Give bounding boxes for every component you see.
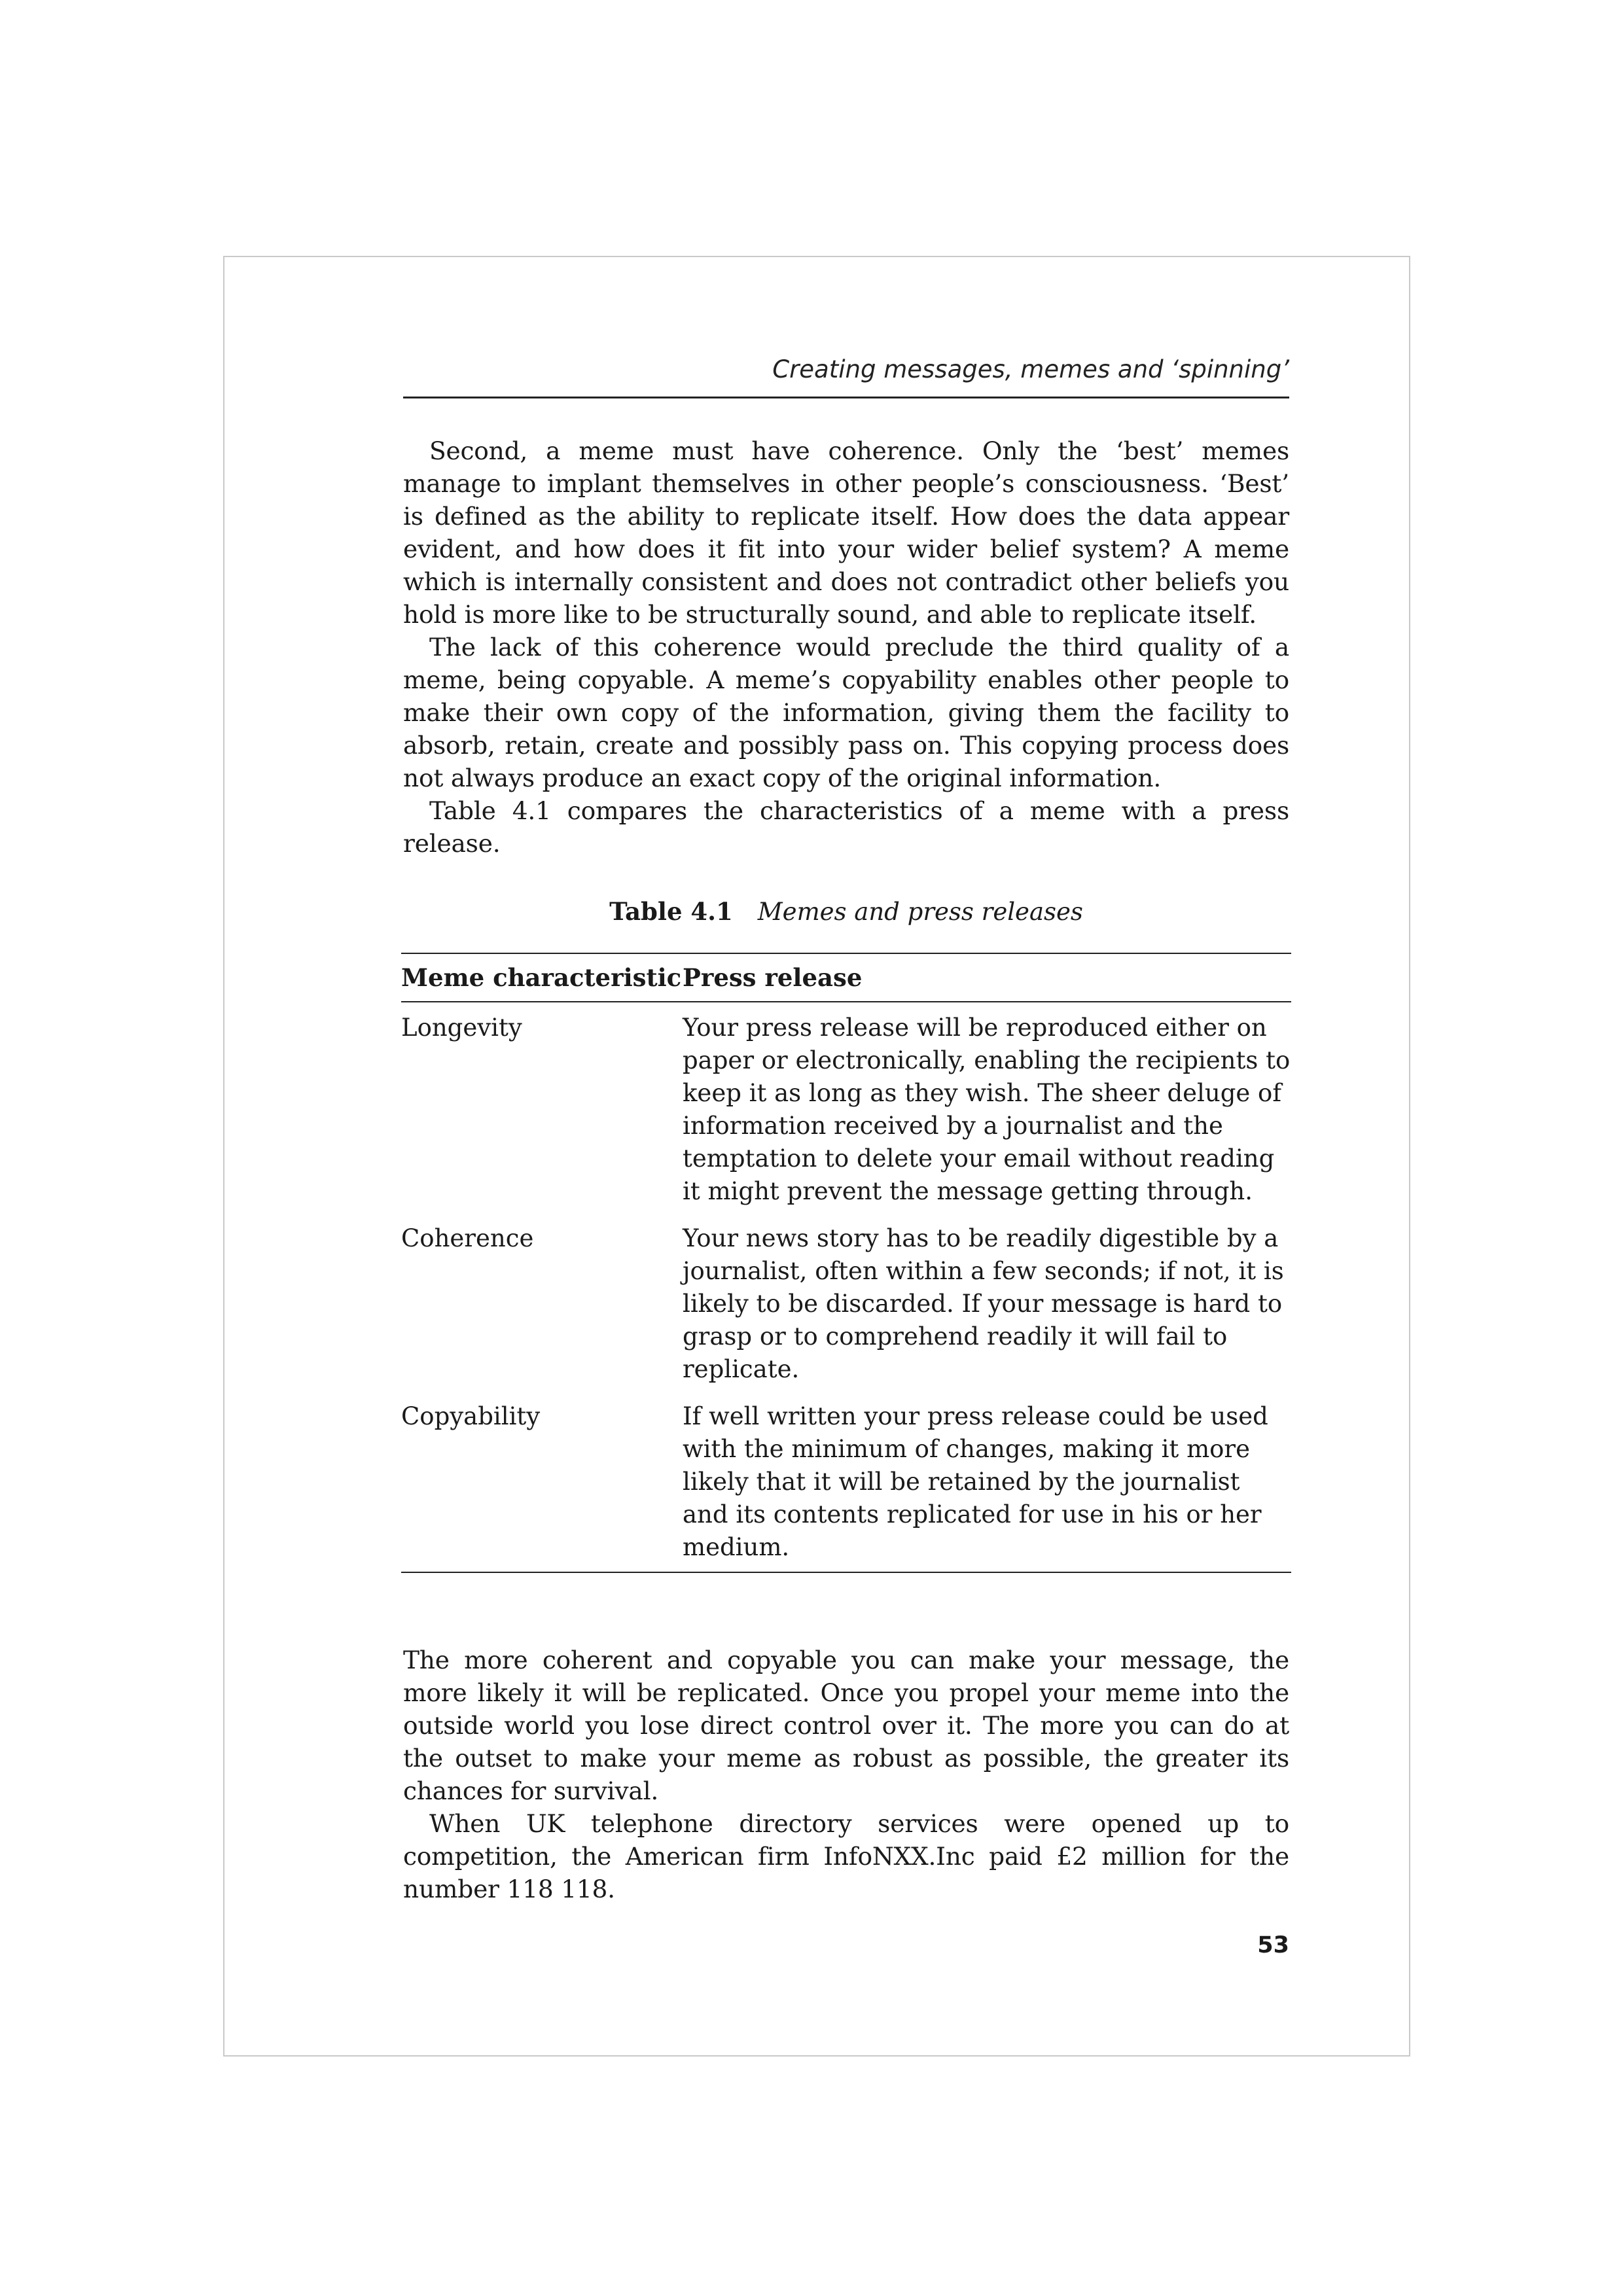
table-title: Memes and press releases: [757, 898, 1083, 926]
header-rule: [403, 397, 1289, 398]
table-label: Table 4.1: [609, 897, 733, 926]
paragraph: When UK telephone directory services were opened up to competition, the American firm InfoNXX.Inc paid £2 million for the number 118 118.: [403, 1809, 1289, 1903]
paragraph: Table 4.1 compares the characteristics of a meme with a press release.: [403, 796, 1289, 858]
characteristic-cell: Copyability: [401, 1402, 541, 1430]
paragraph: Second, a meme must have coherence. Only the ‘best’ memes manage to implant themselves in other people’s consciousness. ‘Best’ is defined as the ability to replicate itself. How does the data appear evident, and how does it fit into your wider belief system? A meme which is internally consistent and does not contradict other beliefs you hold is more like to be structurally sound, and able to replicate itself.: [403, 436, 1289, 629]
column-header: Press release: [683, 963, 863, 992]
page-number: 53: [1257, 1932, 1289, 1958]
table-header-row: [401, 953, 1291, 1002]
table-row: [401, 1400, 1291, 1572]
closing-text: [403, 1644, 1289, 1905]
intro-text: [403, 434, 1289, 860]
press-release-cell: Your press release will be reproduced either on paper or electronically, enabling the recipients to keep it as long as they wish. The sheer deluge of information received by a journalist and the temptation to delete your email without reading it might prevent the message getting through.: [683, 1014, 1291, 1205]
press-release-cell: Your news story has to be readily digestible by a journalist, often within a few seconds; if not, it is likely to be discarded. If your message is hard to grasp or to comprehend readily it will fail to replicate.: [683, 1224, 1284, 1383]
press-release-cell: If well written your press release could be used with the minimum of changes, making it more likely that it will be retained by the journalist and its contents replicated for use in his or her medium.: [683, 1402, 1268, 1561]
characteristic-cell: Longevity: [401, 1014, 522, 1042]
memes-table: [401, 953, 1291, 1573]
paragraph: The lack of this coherence would preclude the third quality of a meme, being copyable. A meme’s copyability enables other people to make their own copy of the information, giving them the facility to absorb, retain, create and possibly pass on. This copying process does not always produce an exact copy of the original information.: [403, 633, 1289, 792]
table-caption: [403, 895, 1289, 928]
table-row: [401, 1222, 1291, 1400]
running-head: Creating messages, memes and ‘spinning’: [772, 355, 1289, 383]
column-header: Meme characteristic: [401, 963, 682, 992]
characteristic-cell: Coherence: [401, 1224, 534, 1252]
paragraph: The more coherent and copyable you can make your message, the more likely it will be replicated. Once you propel your meme into the outside world you lose direct control over it. The more you can do at the outset to make your meme as robust as possible, the greater its chances for survival.: [403, 1646, 1289, 1805]
table-row: [401, 1002, 1291, 1222]
